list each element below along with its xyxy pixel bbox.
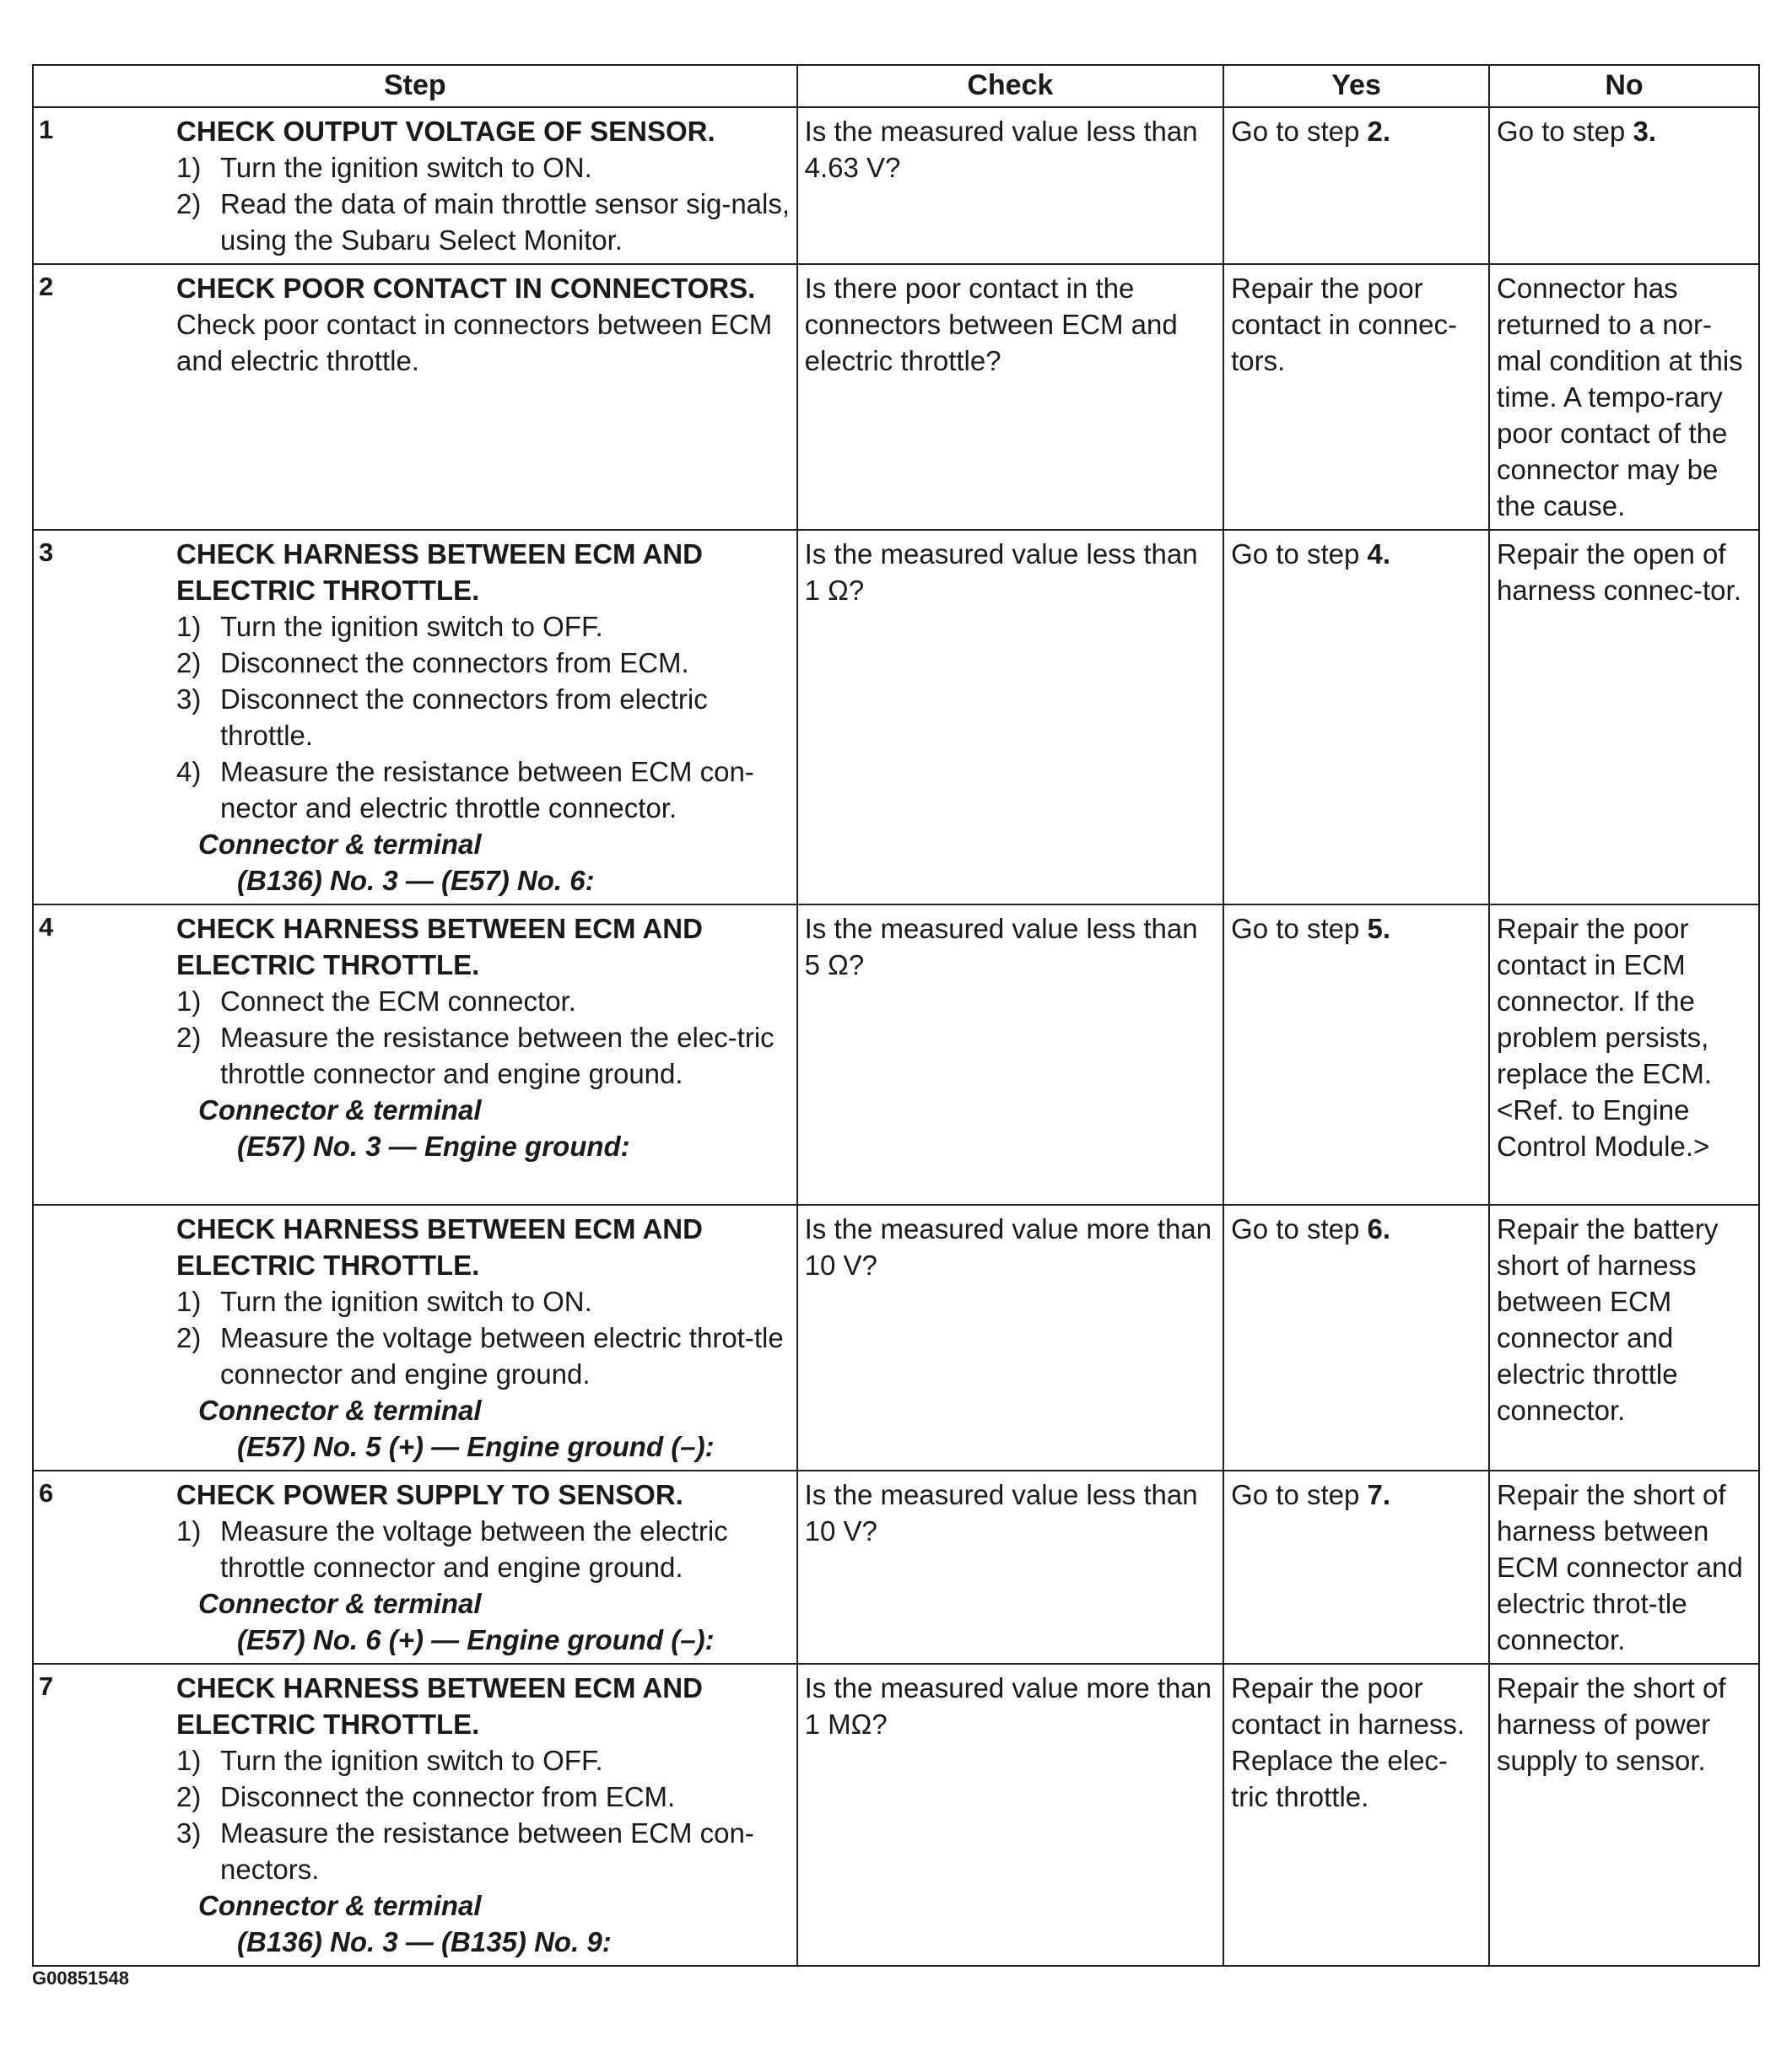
step-number: 4 bbox=[39, 912, 54, 942]
yes-cell bbox=[1223, 264, 1489, 530]
step-body bbox=[176, 905, 796, 1169]
no-step-reference[interactable]: 3. bbox=[1633, 116, 1656, 147]
table-row bbox=[33, 1664, 1759, 1966]
check-cell bbox=[797, 530, 1223, 904]
table-row bbox=[33, 264, 1759, 530]
yes-step-reference[interactable]: 6. bbox=[1367, 1213, 1391, 1244]
connector-terminal-label: Connector & terminal bbox=[198, 1588, 482, 1619]
procedure-item bbox=[176, 753, 791, 826]
no-text bbox=[1490, 265, 1758, 529]
procedure-item bbox=[176, 149, 791, 186]
yes-action-text: Repair the poor contact in harness. Replace the elec-tric throttle. bbox=[1231, 1672, 1465, 1812]
procedure-text: Turn the ignition switch to OFF. bbox=[220, 611, 603, 642]
table-row bbox=[33, 530, 1759, 904]
no-cell bbox=[1489, 1471, 1759, 1664]
step-cell bbox=[33, 1471, 797, 1664]
no-action-text: Repair the battery short of harness between ECM connector and electric throttle connector. bbox=[1497, 1213, 1719, 1426]
check-text: Is the measured value more than 1 MΩ? bbox=[804, 1672, 1212, 1740]
check-text: Is the measured value less than 10 V? bbox=[804, 1479, 1198, 1547]
procedure-list bbox=[176, 1283, 791, 1392]
procedure-number: 1) bbox=[176, 1515, 202, 1547]
yes-text bbox=[1224, 905, 1488, 952]
procedure-item bbox=[176, 1513, 791, 1585]
table-row bbox=[33, 904, 1759, 1205]
yes-action-text: Repair the poor contact in connec-tors. bbox=[1231, 273, 1457, 376]
procedure-number: 3) bbox=[176, 683, 202, 715]
no-action-text: Go to step bbox=[1497, 116, 1633, 147]
table-header-row bbox=[33, 65, 1759, 107]
no-action-text: Connector has returned to a nor-mal condition at this time. A tempo-rary poor contact of the connector may be the cause. bbox=[1497, 273, 1743, 521]
header-no: No bbox=[1489, 65, 1759, 107]
no-cell bbox=[1489, 1664, 1759, 1966]
no-text bbox=[1490, 1471, 1758, 1663]
step-body bbox=[176, 1471, 796, 1663]
header-yes: Yes bbox=[1223, 65, 1489, 107]
procedure-list bbox=[176, 1742, 791, 1887]
no-cell bbox=[1489, 264, 1759, 530]
procedure-number: 1) bbox=[176, 152, 202, 183]
connector-terminal-value: (B136) No. 3 — (E57) No. 6: bbox=[237, 865, 595, 896]
procedure-text: Disconnect the connectors from electric throttle. bbox=[220, 683, 708, 751]
step-body bbox=[176, 1665, 796, 1965]
procedure-number: 2) bbox=[176, 647, 202, 678]
step-body bbox=[176, 108, 796, 263]
yes-step-reference[interactable]: 2. bbox=[1367, 116, 1391, 147]
step-title: CHECK POWER SUPPLY TO SENSOR. bbox=[176, 1479, 683, 1510]
check-cell bbox=[797, 1471, 1223, 1664]
check-cell bbox=[797, 264, 1223, 530]
connector-terminal-value: (E57) No. 6 (+) — Engine ground (–): bbox=[237, 1624, 715, 1655]
step-title: CHECK HARNESS BETWEEN ECM AND ELECTRIC THROTTLE. bbox=[176, 1213, 703, 1281]
yes-action-text: Go to step bbox=[1231, 116, 1368, 147]
procedure-text: Disconnect the connector from ECM. bbox=[220, 1781, 676, 1812]
procedure-text: Measure the resistance between ECM con-nectors. bbox=[220, 1817, 754, 1885]
step-number: 1 bbox=[39, 115, 54, 144]
step-number: 2 bbox=[39, 272, 54, 301]
procedure-item bbox=[176, 608, 791, 645]
no-text bbox=[1490, 905, 1758, 1169]
yes-action-text: Go to step bbox=[1231, 538, 1368, 570]
procedure-number: 1) bbox=[176, 1286, 202, 1317]
header-step: Step bbox=[33, 65, 797, 107]
procedure-item bbox=[176, 1779, 791, 1815]
connector-terminal-label: Connector & terminal bbox=[198, 1395, 482, 1426]
procedure-text: Measure the voltage between electric throt-tle connector and engine ground. bbox=[220, 1322, 784, 1390]
no-text bbox=[1490, 1206, 1758, 1433]
procedure-item bbox=[176, 1742, 791, 1779]
no-text bbox=[1490, 108, 1758, 154]
step-cell bbox=[33, 904, 797, 1205]
yes-cell bbox=[1223, 1471, 1489, 1664]
yes-cell bbox=[1223, 107, 1489, 264]
procedure-item bbox=[176, 186, 791, 258]
connector-terminal-label: Connector & terminal bbox=[198, 1094, 482, 1126]
step-cell bbox=[33, 1664, 797, 1966]
connector-terminal-value: (E57) No. 3 — Engine ground: bbox=[237, 1131, 630, 1162]
procedure-text: Turn the ignition switch to ON. bbox=[220, 1286, 592, 1317]
procedure-text: Disconnect the connectors from ECM. bbox=[220, 647, 689, 678]
procedure-text: Connect the ECM connector. bbox=[220, 985, 576, 1017]
yes-text bbox=[1224, 108, 1488, 154]
no-cell bbox=[1489, 1205, 1759, 1471]
procedure-number: 2) bbox=[176, 1781, 202, 1812]
no-action-text: Repair the short of harness of power supply to sensor. bbox=[1497, 1672, 1726, 1776]
step-description: Check poor contact in connectors between ECM and electric throttle. bbox=[176, 309, 773, 376]
check-cell bbox=[797, 1664, 1223, 1966]
step-title: CHECK POOR CONTACT IN CONNECTORS. bbox=[176, 273, 756, 304]
procedure-number: 3) bbox=[176, 1817, 202, 1849]
no-text bbox=[1490, 1665, 1758, 1784]
yes-text bbox=[1224, 531, 1488, 577]
step-number: 6 bbox=[39, 1478, 54, 1508]
procedure-item bbox=[176, 1283, 791, 1320]
procedure-number: 1) bbox=[176, 985, 202, 1017]
procedure-text: Turn the ignition switch to ON. bbox=[220, 152, 592, 183]
step-title: CHECK HARNESS BETWEEN ECM AND ELECTRIC THROTTLE. bbox=[176, 913, 703, 980]
yes-cell bbox=[1223, 1664, 1489, 1966]
step-title: CHECK HARNESS BETWEEN ECM AND ELECTRIC THROTTLE. bbox=[176, 538, 703, 606]
table-row bbox=[33, 1471, 1759, 1664]
check-cell bbox=[797, 1205, 1223, 1471]
check-text: Is there poor contact in the connectors between ECM and electric throttle? bbox=[804, 273, 1178, 376]
yes-cell bbox=[1223, 530, 1489, 904]
procedure-item bbox=[176, 681, 791, 753]
procedure-item bbox=[176, 645, 791, 681]
yes-action-text: Go to step bbox=[1231, 913, 1368, 944]
no-text bbox=[1490, 531, 1758, 613]
yes-text bbox=[1224, 265, 1488, 384]
connector-terminal-label: Connector & terminal bbox=[198, 829, 482, 860]
no-action-text: Repair the open of harness connec-tor. bbox=[1497, 538, 1741, 606]
procedure-number: 2) bbox=[176, 1022, 202, 1053]
step-cell bbox=[33, 1205, 797, 1471]
procedure-number: 4) bbox=[176, 756, 202, 787]
yes-cell bbox=[1223, 1205, 1489, 1471]
table-body bbox=[33, 107, 1759, 1966]
procedure-list bbox=[176, 608, 791, 826]
procedure-number: 2) bbox=[176, 188, 202, 219]
check-cell bbox=[797, 904, 1223, 1205]
yes-text bbox=[1224, 1206, 1488, 1252]
no-cell bbox=[1489, 107, 1759, 264]
procedure-item bbox=[176, 983, 791, 1019]
step-number: 7 bbox=[39, 1671, 54, 1701]
check-text: Is the measured value less than 4.63 V? bbox=[804, 116, 1198, 183]
procedure-number: 2) bbox=[176, 1322, 202, 1353]
step-cell bbox=[33, 107, 797, 264]
table-row bbox=[33, 1205, 1759, 1471]
no-action-text: Repair the poor contact in ECM connector. If the problem persists, replace the ECM. <Ref. to Engine Control Module.> bbox=[1497, 913, 1712, 1162]
table-row bbox=[33, 107, 1759, 264]
procedure-text: Measure the resistance between the elec-tric throttle connector and engine ground. bbox=[220, 1022, 775, 1089]
yes-step-reference[interactable]: 5. bbox=[1367, 913, 1391, 944]
diagnostic-procedure-table bbox=[32, 64, 1760, 1967]
procedure-text: Measure the resistance between ECM con-nector and electric throttle connector. bbox=[220, 756, 754, 823]
step-title: CHECK OUTPUT VOLTAGE OF SENSOR. bbox=[176, 116, 715, 147]
check-text: Is the measured value less than 1 Ω? bbox=[804, 538, 1198, 606]
yes-text bbox=[1224, 1471, 1488, 1518]
step-body bbox=[176, 1206, 796, 1470]
connector-terminal-value: (B136) No. 3 — (B135) No. 9: bbox=[237, 1926, 612, 1957]
procedure-number: 1) bbox=[176, 1745, 202, 1776]
procedure-text: Read the data of main throttle sensor sig-nals, using the Subaru Select Monitor. bbox=[220, 188, 791, 256]
step-body bbox=[176, 531, 796, 904]
yes-step-reference[interactable]: 4. bbox=[1367, 538, 1391, 570]
connector-terminal-value: (E57) No. 5 (+) — Engine ground (–): bbox=[237, 1431, 715, 1462]
no-cell bbox=[1489, 530, 1759, 904]
header-check: Check bbox=[797, 65, 1223, 107]
step-title: CHECK HARNESS BETWEEN ECM AND ELECTRIC THROTTLE. bbox=[176, 1672, 703, 1740]
yes-action-text: Go to step bbox=[1231, 1479, 1368, 1510]
procedure-text: Turn the ignition switch to OFF. bbox=[220, 1745, 603, 1776]
procedure-list bbox=[176, 149, 791, 258]
procedure-item bbox=[176, 1019, 791, 1092]
step-body bbox=[176, 265, 796, 384]
yes-text bbox=[1224, 1665, 1488, 1820]
procedure-number: 1) bbox=[176, 611, 202, 642]
procedure-list bbox=[176, 983, 791, 1092]
procedure-list bbox=[176, 1513, 791, 1585]
no-cell bbox=[1489, 904, 1759, 1205]
yes-action-text: Go to step bbox=[1231, 1213, 1368, 1244]
no-action-text: Repair the short of harness between ECM connector and electric throt-tle connector. bbox=[1497, 1479, 1743, 1655]
procedure-text: Measure the voltage between the electric throttle connector and engine ground. bbox=[220, 1515, 728, 1583]
step-number: 3 bbox=[39, 537, 54, 567]
yes-step-reference[interactable]: 7. bbox=[1367, 1479, 1391, 1510]
connector-terminal-label: Connector & terminal bbox=[198, 1890, 482, 1921]
check-cell bbox=[797, 107, 1223, 264]
step-cell bbox=[33, 264, 797, 530]
procedure-item bbox=[176, 1320, 791, 1392]
check-text: Is the measured value more than 10 V? bbox=[804, 1213, 1212, 1281]
yes-cell bbox=[1223, 904, 1489, 1205]
figure-id: G00851548 bbox=[32, 1968, 129, 1989]
check-text: Is the measured value less than 5 Ω? bbox=[804, 913, 1198, 980]
step-cell bbox=[33, 530, 797, 904]
procedure-item bbox=[176, 1815, 791, 1887]
